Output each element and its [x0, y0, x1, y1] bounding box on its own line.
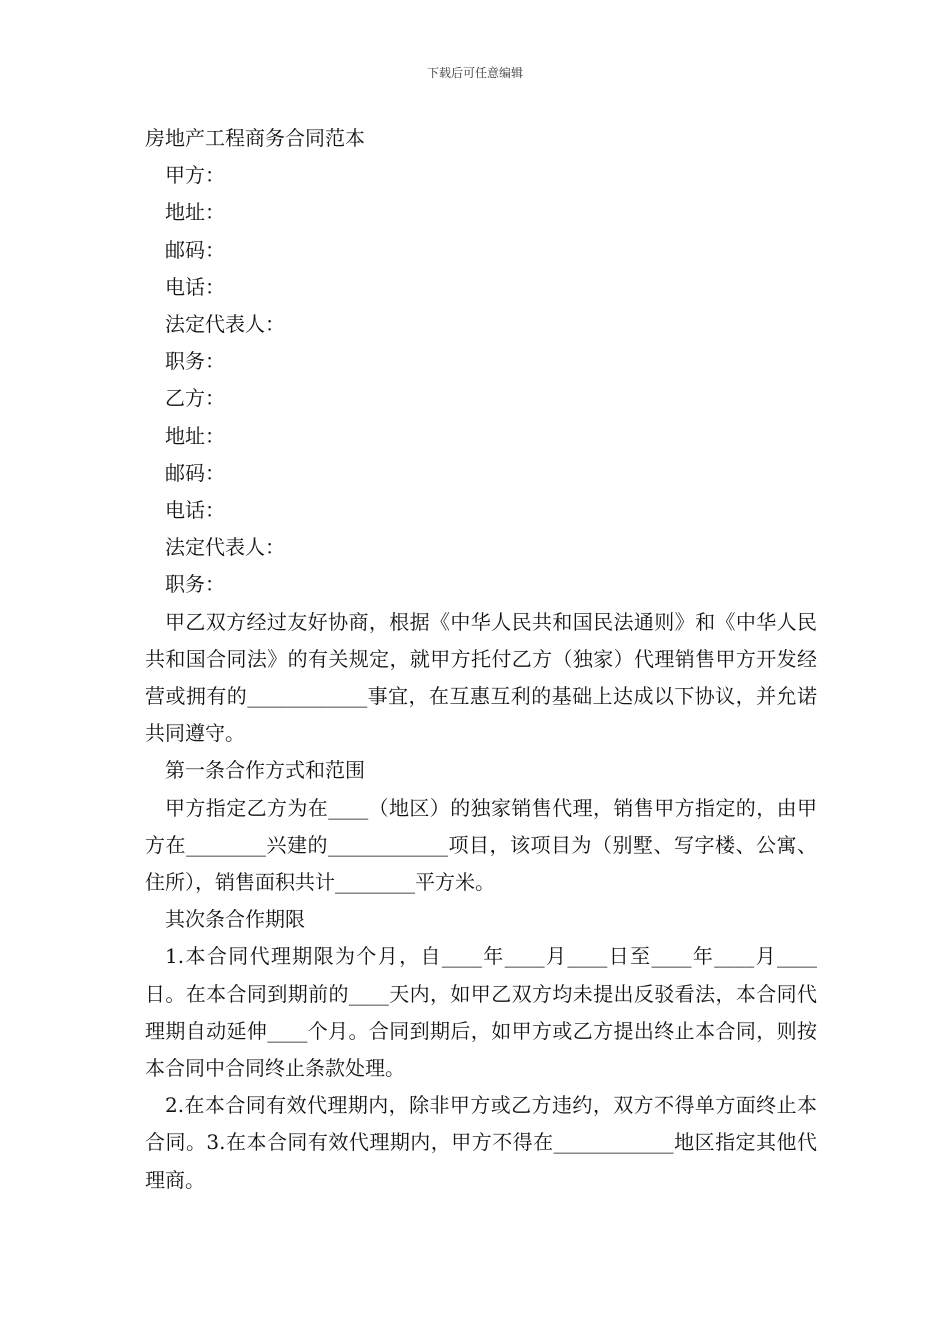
party-a-address: 地址：	[165, 200, 225, 225]
party-a-label: 甲方：	[165, 163, 225, 188]
article2-clause1: 1.本合同代理期限为个月，自____年____月____日至____年____月____日。在本合同到期前的____天内，如甲乙双方均未提出反驳看法，本合同代理期自动延伸____个月。合同到期后，如甲方或乙方提出终止本合同，则按本合同中合同终止条款处理。	[145, 944, 817, 1081]
party-b-legal-rep: 法定代表人：	[165, 535, 285, 560]
party-b-phone: 电话：	[165, 498, 225, 523]
party-a-legal-rep: 法定代表人：	[165, 312, 285, 337]
article2-clause2: 2.在本合同有效代理期内，除非甲方或乙方违约，双方不得单方面终止本合同。3.在本合同有效代理期内，甲方不得在____________地区指定其他代理商。	[145, 1093, 817, 1192]
party-a-phone: 电话：	[165, 274, 225, 299]
party-b-address: 地址：	[165, 423, 225, 448]
preamble-paragraph: 甲乙双方经过友好协商，根据《中华人民共和国民法通则》和《中华人民共和国合同法》的有关规定，就甲方托付乙方（独家）代理销售甲方开发经营或拥有的____________事宜，在互惠互利的基础上达成以下协议，并允诺共同遵守。	[145, 609, 817, 746]
party-b-position: 职务：	[165, 572, 225, 597]
party-b-label: 乙方：	[165, 386, 225, 411]
party-a-postcode: 邮码：	[165, 237, 225, 262]
header-note: 下载后可任意编辑	[426, 66, 523, 80]
article2-heading: 其次条合作期限	[165, 907, 305, 932]
document-title: 房地产工程商务合同范本	[145, 126, 365, 150]
party-b-postcode: 邮码：	[165, 460, 225, 485]
article1-heading: 第一条合作方式和范围	[165, 758, 365, 783]
party-a-position: 职务：	[165, 349, 225, 374]
document-body	[145, 120, 817, 1199]
article1-body: 甲方指定乙方为在____（地区）的独家销售代理，销售甲方指定的，由甲方在________兴建的____________项目，该项目为（别墅、写字楼、公寓、住所），销售面积共计________平方米。	[145, 795, 817, 895]
